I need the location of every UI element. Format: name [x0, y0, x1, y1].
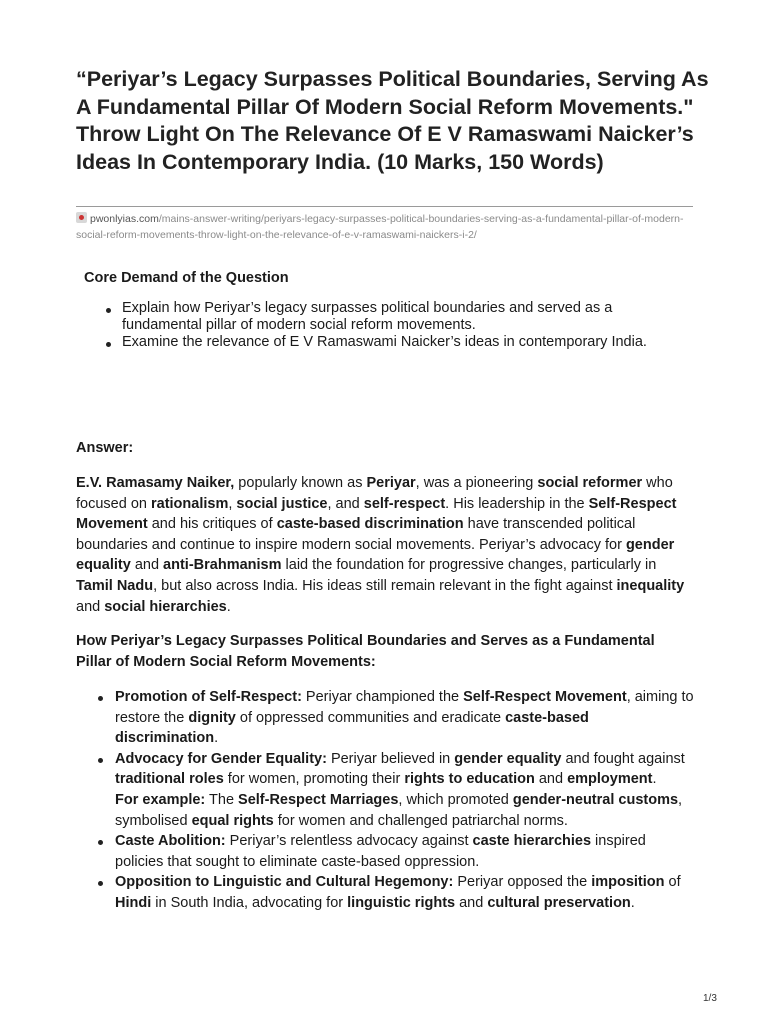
text-run: and: [534, 771, 568, 788]
bold-text: social justice: [236, 495, 328, 512]
page-number: 1/3: [703, 993, 717, 1004]
bold-text: Self-Respect Marriages: [238, 791, 399, 808]
text-run: . His leadership in the: [445, 495, 589, 512]
bold-text: gender equality: [76, 536, 675, 574]
text-run: Periyar’s relentless advocacy against: [225, 833, 473, 850]
text-run: and his critiques of: [147, 516, 277, 533]
bold-text: Promotion of Self-Respect:: [115, 689, 302, 705]
text-run: ,: [228, 495, 237, 512]
bold-text: Opposition to Linguistic and Cultural Hegemony:: [115, 874, 454, 891]
text-run: , which promoted: [398, 791, 513, 808]
bold-text: social hierarchies: [104, 598, 227, 615]
text-run: of: [664, 874, 681, 891]
text-run: for women and challenged patriarchal norms.: [273, 812, 568, 829]
section-heading: How Periyar’s Legacy Surpasses Political Boundaries and Serves as a Fundamental Pillar of Modern Social Reform Movements:: [76, 633, 655, 670]
text-run: , but also across India. His ideas still remain relevant in the fight against: [153, 577, 617, 594]
bold-text: caste-based discrimination: [276, 516, 464, 533]
text-run: and: [455, 894, 488, 911]
bold-text: gender-neutral customs: [512, 791, 679, 808]
text-run: .: [214, 730, 219, 747]
text-run: inspired policies that sought to eliminate caste-based oppression.: [115, 833, 646, 870]
bold-text: caste-based discrimination: [115, 709, 589, 747]
bold-text: anti-Brahmanism: [163, 557, 282, 574]
bold-text: E.V. Ramasamy Naiker,: [76, 475, 235, 491]
answer-heading: Answer:: [76, 440, 134, 456]
text-run: who focused on: [76, 475, 673, 512]
bold-text: rationalism: [150, 495, 229, 512]
list-item: [96, 872, 696, 913]
list-item: [96, 831, 696, 872]
bold-text: For example:: [115, 791, 206, 808]
list-item: Examine the relevance of E V Ramaswami Naicker’s ideas in contemporary India.: [104, 334, 664, 351]
pw-favicon-icon: [76, 212, 87, 223]
bold-text: Self-Respect Movement: [463, 689, 627, 705]
text-run: The: [205, 791, 239, 808]
bold-text: self-respect: [363, 495, 446, 512]
text-run: of oppressed communities and eradicate: [235, 709, 506, 726]
text-run: , aiming to restore the: [115, 689, 694, 726]
source-link[interactable]: [76, 211, 696, 243]
intro-paragraph: [76, 473, 696, 617]
text-run: .: [652, 771, 657, 788]
bold-text: rights to education: [404, 771, 535, 788]
text-run: for women, promoting their: [223, 771, 405, 788]
text-run: popularly known as: [234, 475, 367, 491]
source-domain[interactable]: pwonlyias.com: [90, 213, 159, 225]
bold-text: employment: [567, 771, 653, 788]
text-run: Periyar opposed the: [453, 874, 592, 891]
text-run: , was a pioneering: [415, 475, 538, 491]
points-list: [96, 687, 696, 914]
bold-text: equal rights: [191, 812, 274, 829]
bold-text: Caste Abolition:: [115, 833, 226, 850]
text-run: and: [130, 557, 164, 574]
text-run: Periyar championed the: [301, 689, 464, 705]
source-path[interactable]: /mains-answer-writing/periyars-legacy-surpasses-political-boundaries-serving-as-a-fundamental-pillar-of-modern-social-reform-movements-throw-light-on-the-relevance-of-e-v-ramaswami-naickers-i-2/: [76, 213, 684, 241]
bold-text: caste hierarchies: [472, 833, 592, 850]
core-demand-list: [104, 300, 664, 351]
bold-text: dignity: [188, 709, 236, 726]
text-run: , and: [327, 495, 364, 512]
bold-text: Periyar: [366, 475, 416, 491]
bold-text: cultural preservation: [487, 894, 631, 911]
bold-text: Self-Respect Movement: [76, 495, 677, 533]
bold-text: gender equality: [454, 750, 562, 767]
core-demand-heading: Core Demand of the Question: [84, 270, 289, 286]
text-run: , symbolised: [115, 791, 683, 829]
bold-text: imposition: [591, 874, 665, 891]
bold-text: Advocacy for Gender Equality:: [115, 750, 327, 767]
text-run: laid the foundation for progressive changes, particularly in: [281, 557, 657, 574]
list-item: [96, 687, 696, 749]
bold-text: traditional roles: [115, 771, 224, 788]
bold-text: social reformer: [537, 475, 643, 491]
text-run: .: [226, 598, 231, 615]
text-run: and fought against: [561, 750, 685, 767]
list-item: Explain how Periyar’s legacy surpasses political boundaries and served as a fundamental pillar of modern social reform movements.: [104, 300, 664, 334]
bold-text: inequality: [616, 577, 685, 594]
text-run: and: [76, 598, 105, 615]
text-run: have transcended political boundaries and continue to inspire modern social movements. Periyar’s advocacy for: [76, 516, 636, 553]
list-item: [96, 749, 696, 831]
bold-text: Tamil Nadu: [76, 577, 154, 594]
page-title: “Periyar’s Legacy Surpasses Political Boundaries, Serving As A Fundamental Pillar Of Modern Social Reform Movements." Throw Light On The Relevance Of E V Ramaswami Naicker’s Ideas In Contemporary India. (10 Marks, 150 Words): [76, 67, 709, 174]
text-run: in South India, advocating for: [151, 894, 348, 911]
bold-text: linguistic rights: [347, 894, 456, 911]
text-run: .: [630, 894, 635, 911]
bold-text: Hindi: [115, 894, 152, 911]
title-divider: [76, 206, 693, 207]
text-run: Periyar believed in: [326, 750, 455, 767]
